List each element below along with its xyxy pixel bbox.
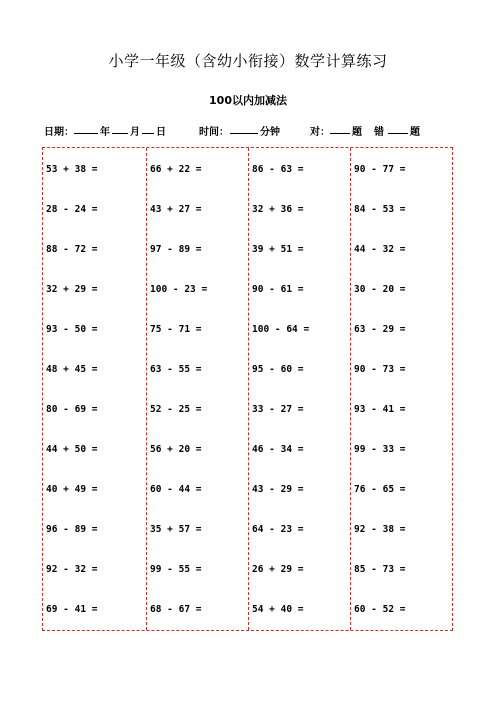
problem-item: 99 - 33 = — [354, 444, 406, 455]
problem-item: 93 - 50 = — [46, 324, 98, 335]
problem-item: 86 - 63 = — [252, 164, 304, 175]
problem-item: 35 + 57 = — [150, 524, 202, 535]
month-label: 月 — [130, 127, 140, 138]
problem-column-2 — [146, 148, 248, 630]
problem-item: 97 - 89 = — [150, 244, 202, 255]
problem-item: 40 + 49 = — [46, 484, 98, 495]
day-blank[interactable] — [142, 123, 154, 134]
problem-item: 68 - 67 = — [150, 604, 202, 615]
problem-item: 48 + 45 = — [46, 364, 98, 375]
problem-item: 60 - 52 = — [354, 604, 406, 615]
time-label: 时间： — [199, 127, 229, 138]
date-label: 日期： — [44, 127, 74, 138]
correct-blank[interactable] — [330, 123, 350, 134]
problem-item: 32 + 29 = — [46, 284, 98, 295]
page-subtitle: 100以内加减法 — [209, 94, 287, 107]
correct-question-label: 题 — [352, 127, 362, 138]
problem-item: 66 + 22 = — [150, 164, 202, 175]
problem-item: 100 - 23 = — [150, 284, 208, 295]
wrong-blank[interactable] — [388, 123, 408, 134]
problem-column-1 — [43, 148, 146, 630]
problem-item: 63 - 55 = — [150, 364, 202, 375]
problem-item: 63 - 29 = — [354, 324, 406, 335]
problem-item: 32 + 36 = — [252, 204, 304, 215]
problem-item: 60 - 44 = — [150, 484, 202, 495]
problem-item: 43 + 27 = — [150, 204, 202, 215]
problem-item: 99 - 55 = — [150, 564, 202, 575]
problem-item: 90 - 73 = — [354, 364, 406, 375]
wrong-label: 错 — [374, 127, 384, 138]
problem-item: 39 + 51 = — [252, 244, 304, 255]
problem-item: 95 - 60 = — [252, 364, 304, 375]
problem-item: 90 - 61 = — [252, 284, 304, 295]
problem-item: 33 - 27 = — [252, 404, 304, 415]
day-label: 日 — [156, 127, 166, 138]
problem-item: 44 - 32 = — [354, 244, 406, 255]
year-label: 年 — [100, 127, 110, 138]
problem-item: 80 - 69 = — [46, 404, 98, 415]
problem-grid — [42, 147, 453, 631]
year-blank[interactable] — [74, 123, 98, 134]
problem-item: 76 - 65 = — [354, 484, 406, 495]
problem-item: 88 - 72 = — [46, 244, 98, 255]
problem-item: 69 - 41 = — [46, 604, 98, 615]
problem-item: 84 - 53 = — [354, 204, 406, 215]
problem-item: 85 - 73 = — [354, 564, 406, 575]
problem-item: 96 - 89 = — [46, 524, 98, 535]
month-blank[interactable] — [112, 123, 128, 134]
page-title: 小学一年级（含幼小衔接）数学计算练习 — [108, 52, 388, 70]
problem-column-3 — [248, 148, 350, 630]
problem-item: 90 - 77 = — [354, 164, 406, 175]
minute-label: 分钟 — [260, 127, 280, 138]
problem-item: 53 + 38 = — [46, 164, 98, 175]
problem-item: 92 - 32 = — [46, 564, 98, 575]
problem-item: 28 - 24 = — [46, 204, 98, 215]
time-blank[interactable] — [230, 123, 258, 134]
problem-item: 100 - 64 = — [252, 324, 310, 335]
problem-item: 64 - 23 = — [252, 524, 304, 535]
correct-label: 对： — [310, 127, 330, 138]
problem-item: 46 - 34 = — [252, 444, 304, 455]
problem-item: 30 - 20 = — [354, 284, 406, 295]
problem-item: 52 - 25 = — [150, 404, 202, 415]
problem-item: 54 + 40 = — [252, 604, 304, 615]
wrong-question-label: 题 — [410, 127, 420, 138]
problem-item: 93 - 41 = — [354, 404, 406, 415]
problem-column-4 — [350, 148, 452, 630]
problem-item: 56 + 20 = — [150, 444, 202, 455]
problem-item: 92 - 38 = — [354, 524, 406, 535]
problem-item: 43 - 29 = — [252, 484, 304, 495]
problem-item: 26 + 29 = — [252, 564, 304, 575]
info-line — [44, 123, 464, 137]
problem-item: 75 - 71 = — [150, 324, 202, 335]
problem-item: 44 + 50 = — [46, 444, 98, 455]
